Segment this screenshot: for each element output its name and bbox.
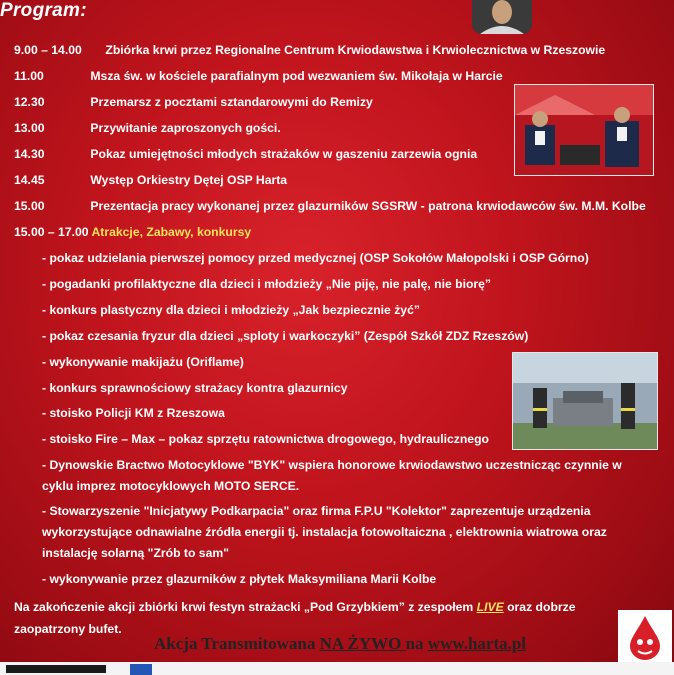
schedule-time: 12.30 [14,95,45,109]
attraction-item: wykorzystujące odnawialne źródła energii tj. instalacja fotowoltaiczna , elektrownia wiatrowa oraz [42,525,607,539]
attraction-item: - pokaz czesania fryzur dla dzieci „sploty i warkoczyki” (Zespół Szkół ZDZ Rzeszów) [42,329,529,343]
attraction-item: - konkurs sprawnościowy strażacy kontra glazurnicy [42,381,348,395]
live-band-label: LIVE [476,600,504,614]
rescue-demo-illustration [513,353,657,449]
attraction-item: - wykonywanie makijażu (Oriflame) [42,355,244,369]
schedule-text: Występ Orkiestry Dętej OSP Harta [90,173,288,187]
schedule-text: Przemarsz z pocztami sztandarowymi do Remizy [90,95,373,109]
schedule-row [14,172,287,188]
schedule-row [14,68,503,84]
schedule-row [14,42,605,58]
rescue-demo-photo [512,352,658,450]
attraction-item: - Stowarzyszenie "Inicjatywy Podkarpacia" oraz firma F.P.U "Kolektor" zaprezentuje urządzenia [42,504,591,518]
footer-strip [0,662,674,675]
blood-donation-photo [514,84,654,176]
broadcast-text: Akcja Transmitowana [154,634,320,653]
speaker-photo [472,0,532,34]
schedule-time: 14.30 [14,147,45,161]
schedule-row [14,94,373,110]
schedule-text: Przywitanie zaproszonych gości. [90,121,281,135]
attraction-item: - stoisko Policji KM z Rzeszowa [42,406,225,420]
closing-line: zaopatrzony bufet. [14,622,122,636]
schedule-time: 14.45 [14,173,45,187]
schedule-text: Msza św. w kościele parafialnym pod wezwaniem św. Mikołaja w Harcie [90,69,503,83]
attraction-item: instalację solarną "Zrób to sam" [42,546,229,560]
attraction-item: - konkurs plastyczny dla dzieci i młodzieży „Jak bezpiecznie żyć” [42,303,420,317]
attraction-item: - stoisko Fire – Max – pokaz sprzętu ratownictwa drogowego, hydraulicznego [42,432,489,446]
person-portrait-icon [472,0,532,34]
closing-text: Na zakończenie akcji zbiórki krwi festyn strażacki „Pod Grzybkiem” z zespołem [14,600,477,614]
closing-line [14,599,576,615]
schedule-text: Atrakcje, Zabawy, konkursy [91,225,252,239]
schedule-text: Pokaz umiejętności młodych strażaków w gaszeniu zarzewia ognia [90,147,478,161]
schedule-time: 15.00 [14,199,45,213]
schedule-row [14,146,477,162]
schedule-text: Prezentacja pracy wykonanej przez glazurników SGSRW - patrona krwiodawców św. M.M. Kolbe [90,199,646,213]
blood-donation-illustration [515,85,653,175]
broadcast-text: na [405,634,428,653]
live-label: NA ŻYWO [319,634,406,653]
schedule-time: 11.00 [14,69,44,83]
schedule-row [14,224,251,240]
schedule-time: 13.00 [14,121,45,135]
attraction-item: - wykonywanie przez glazurników z płytek Maksymiliana Marii Kolbe [42,572,437,586]
sponsor-logo [6,665,106,673]
attraction-item: - pokaz udzielania pierwszej pomocy przed medycznej (OSP Sokołów Małopolski i OSP Górno) [42,251,589,265]
closing-text: oraz dobrze [503,600,576,614]
blood-drop-icon [618,610,672,662]
schedule-time: 15.00 – 17.00 [14,225,89,239]
broadcast-banner [154,634,526,654]
coat-of-arms-icon [130,664,152,675]
attraction-item: - Dynowskie Bractwo Motocyklowe "BYK" wspiera honorowe krwiodawstwo uczestnicząc czynnie w [42,458,622,472]
attraction-item: - pogadanki profilaktyczne dla dzieci i młodzieży „Nie piję, nie palę, nie biorę” [42,277,492,291]
schedule-text: Zbiórka krwi przez Regionalne Centrum Krwiodawstwa i Krwiolecznictwa w Rzeszowie [105,43,606,57]
schedule-row [14,198,646,214]
blood-drop-mascot [618,610,672,662]
attraction-item: cyklu imprez motocyklowych MOTO SERCE. [42,479,300,493]
program-heading: Program: [0,0,87,21]
schedule-row [14,120,281,136]
website-link[interactable]: www.harta.pl [427,634,527,653]
schedule-time: 9.00 – 14.00 [14,43,82,57]
